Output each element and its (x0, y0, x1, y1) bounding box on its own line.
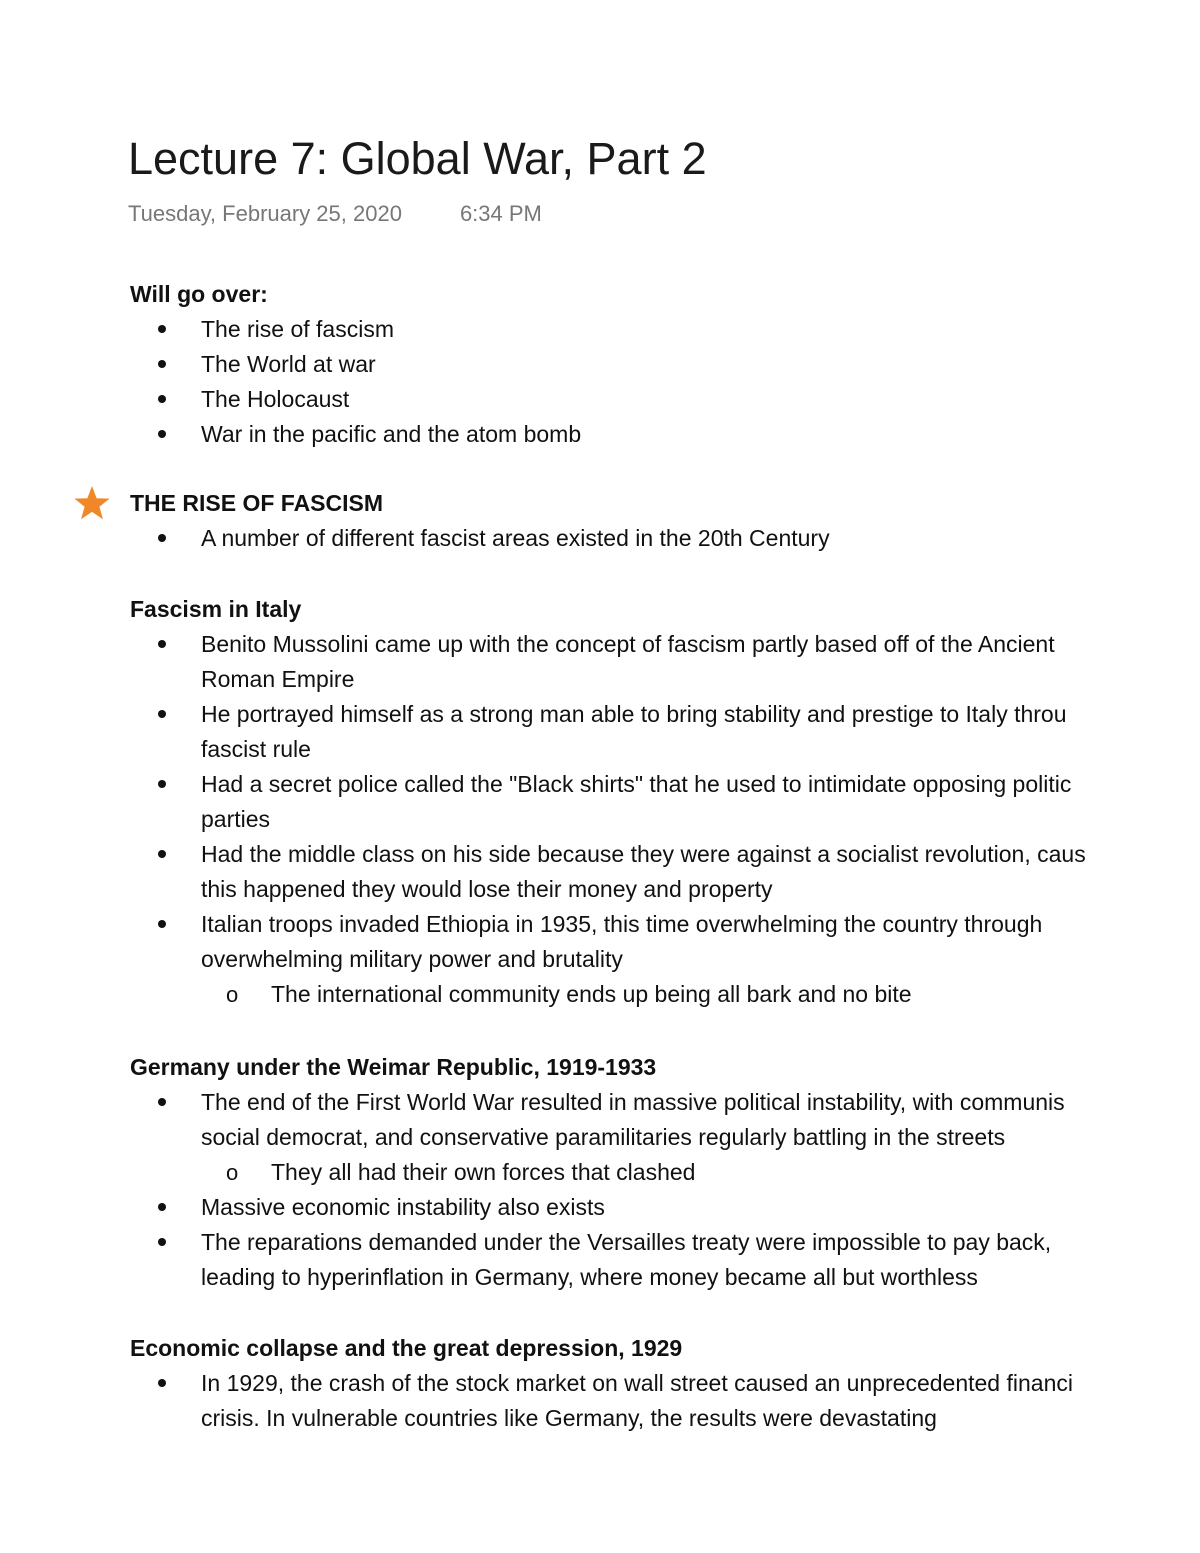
list-item: The rise of fascism (130, 312, 581, 347)
star-icon (72, 484, 112, 524)
note-date: Tuesday, February 25, 2020 (128, 201, 402, 226)
list-item: Had the middle class on his side because they were against a socialist revolution, caus this happened they would lose their money and property (130, 837, 1086, 907)
bullet-list (130, 1366, 1073, 1436)
bullet-list (130, 1085, 1065, 1295)
page-title: Lecture 7: Global War, Part 2 (128, 133, 707, 184)
section-heading: Economic collapse and the great depression, 1929 (130, 1335, 683, 1361)
note-timestamp (128, 199, 542, 229)
bullet-icon (158, 850, 166, 858)
list-item: Had a secret police called the "Black shirts" that he used to intimidate opposing politic parties (130, 767, 1086, 837)
hollow-bullet-icon: o (226, 982, 239, 1007)
section-heading: Fascism in Italy (130, 596, 302, 622)
sub-bullet-list (201, 977, 1086, 1012)
section-rise-of-fascism (130, 486, 830, 556)
bullet-list (130, 312, 581, 452)
sub-list-item: o They all had their own forces that clashed (201, 1155, 1065, 1190)
bullet-icon (158, 534, 166, 542)
section-heading: Will go over: (130, 281, 268, 307)
bullet-icon (158, 710, 166, 718)
bullet-icon (158, 640, 166, 648)
bullet-icon (158, 395, 166, 403)
list-item: War in the pacific and the atom bomb (130, 417, 581, 452)
bullet-icon (158, 360, 166, 368)
bullet-list (130, 521, 830, 556)
list-item: A number of different fascist areas existed in the 20th Century (130, 521, 830, 556)
list-item: In 1929, the crash of the stock market on wall street caused an unprecedented financi crisis. In vulnerable countries like Germany, the results were devastating (130, 1366, 1073, 1436)
section-weimar-republic (130, 1050, 1065, 1295)
bullet-icon (158, 1203, 166, 1211)
section-overview (130, 277, 581, 452)
bullet-list (130, 627, 1086, 1012)
section-heading: Germany under the Weimar Republic, 1919-1933 (130, 1054, 657, 1080)
list-item: Italian troops invaded Ethiopia in 1935, this time overwhelming the country through overwhelming military power and brutality o The international community ends up being all bark and no bite (130, 907, 1086, 1012)
bullet-icon (158, 920, 166, 928)
bullet-icon (158, 430, 166, 438)
hollow-bullet-icon: o (226, 1160, 239, 1185)
list-item: The Holocaust (130, 382, 581, 417)
bullet-icon (158, 1238, 166, 1246)
section-economic-collapse (130, 1331, 1073, 1436)
list-item: He portrayed himself as a strong man able to bring stability and prestige to Italy throu fascist rule (130, 697, 1086, 767)
note-time: 6:34 PM (459, 201, 542, 226)
list-item: Massive economic instability also exists (130, 1190, 1065, 1225)
list-item: Benito Mussolini came up with the concept of fascism partly based off of the Ancient Roman Empire (130, 627, 1086, 697)
bullet-icon (158, 325, 166, 333)
section-heading: THE RISE OF FASCISM (130, 490, 384, 516)
bullet-icon (158, 780, 166, 788)
list-item: The reparations demanded under the Versailles treaty were impossible to pay back, leading to hyperinflation in Germany, where money became all but worthless (130, 1225, 1065, 1295)
list-item: The end of the First World War resulted in massive political instability, with communis social democrat, and conservative paramilitaries regularly battling in the streets o They all had their own forces that clashed (130, 1085, 1065, 1190)
sub-bullet-list (201, 1155, 1065, 1190)
list-item: The World at war (130, 347, 581, 382)
bullet-icon (158, 1379, 166, 1387)
bullet-icon (158, 1098, 166, 1106)
section-fascism-in-italy (130, 592, 1086, 1012)
sub-list-item: o The international community ends up being all bark and no bite (201, 977, 1086, 1012)
